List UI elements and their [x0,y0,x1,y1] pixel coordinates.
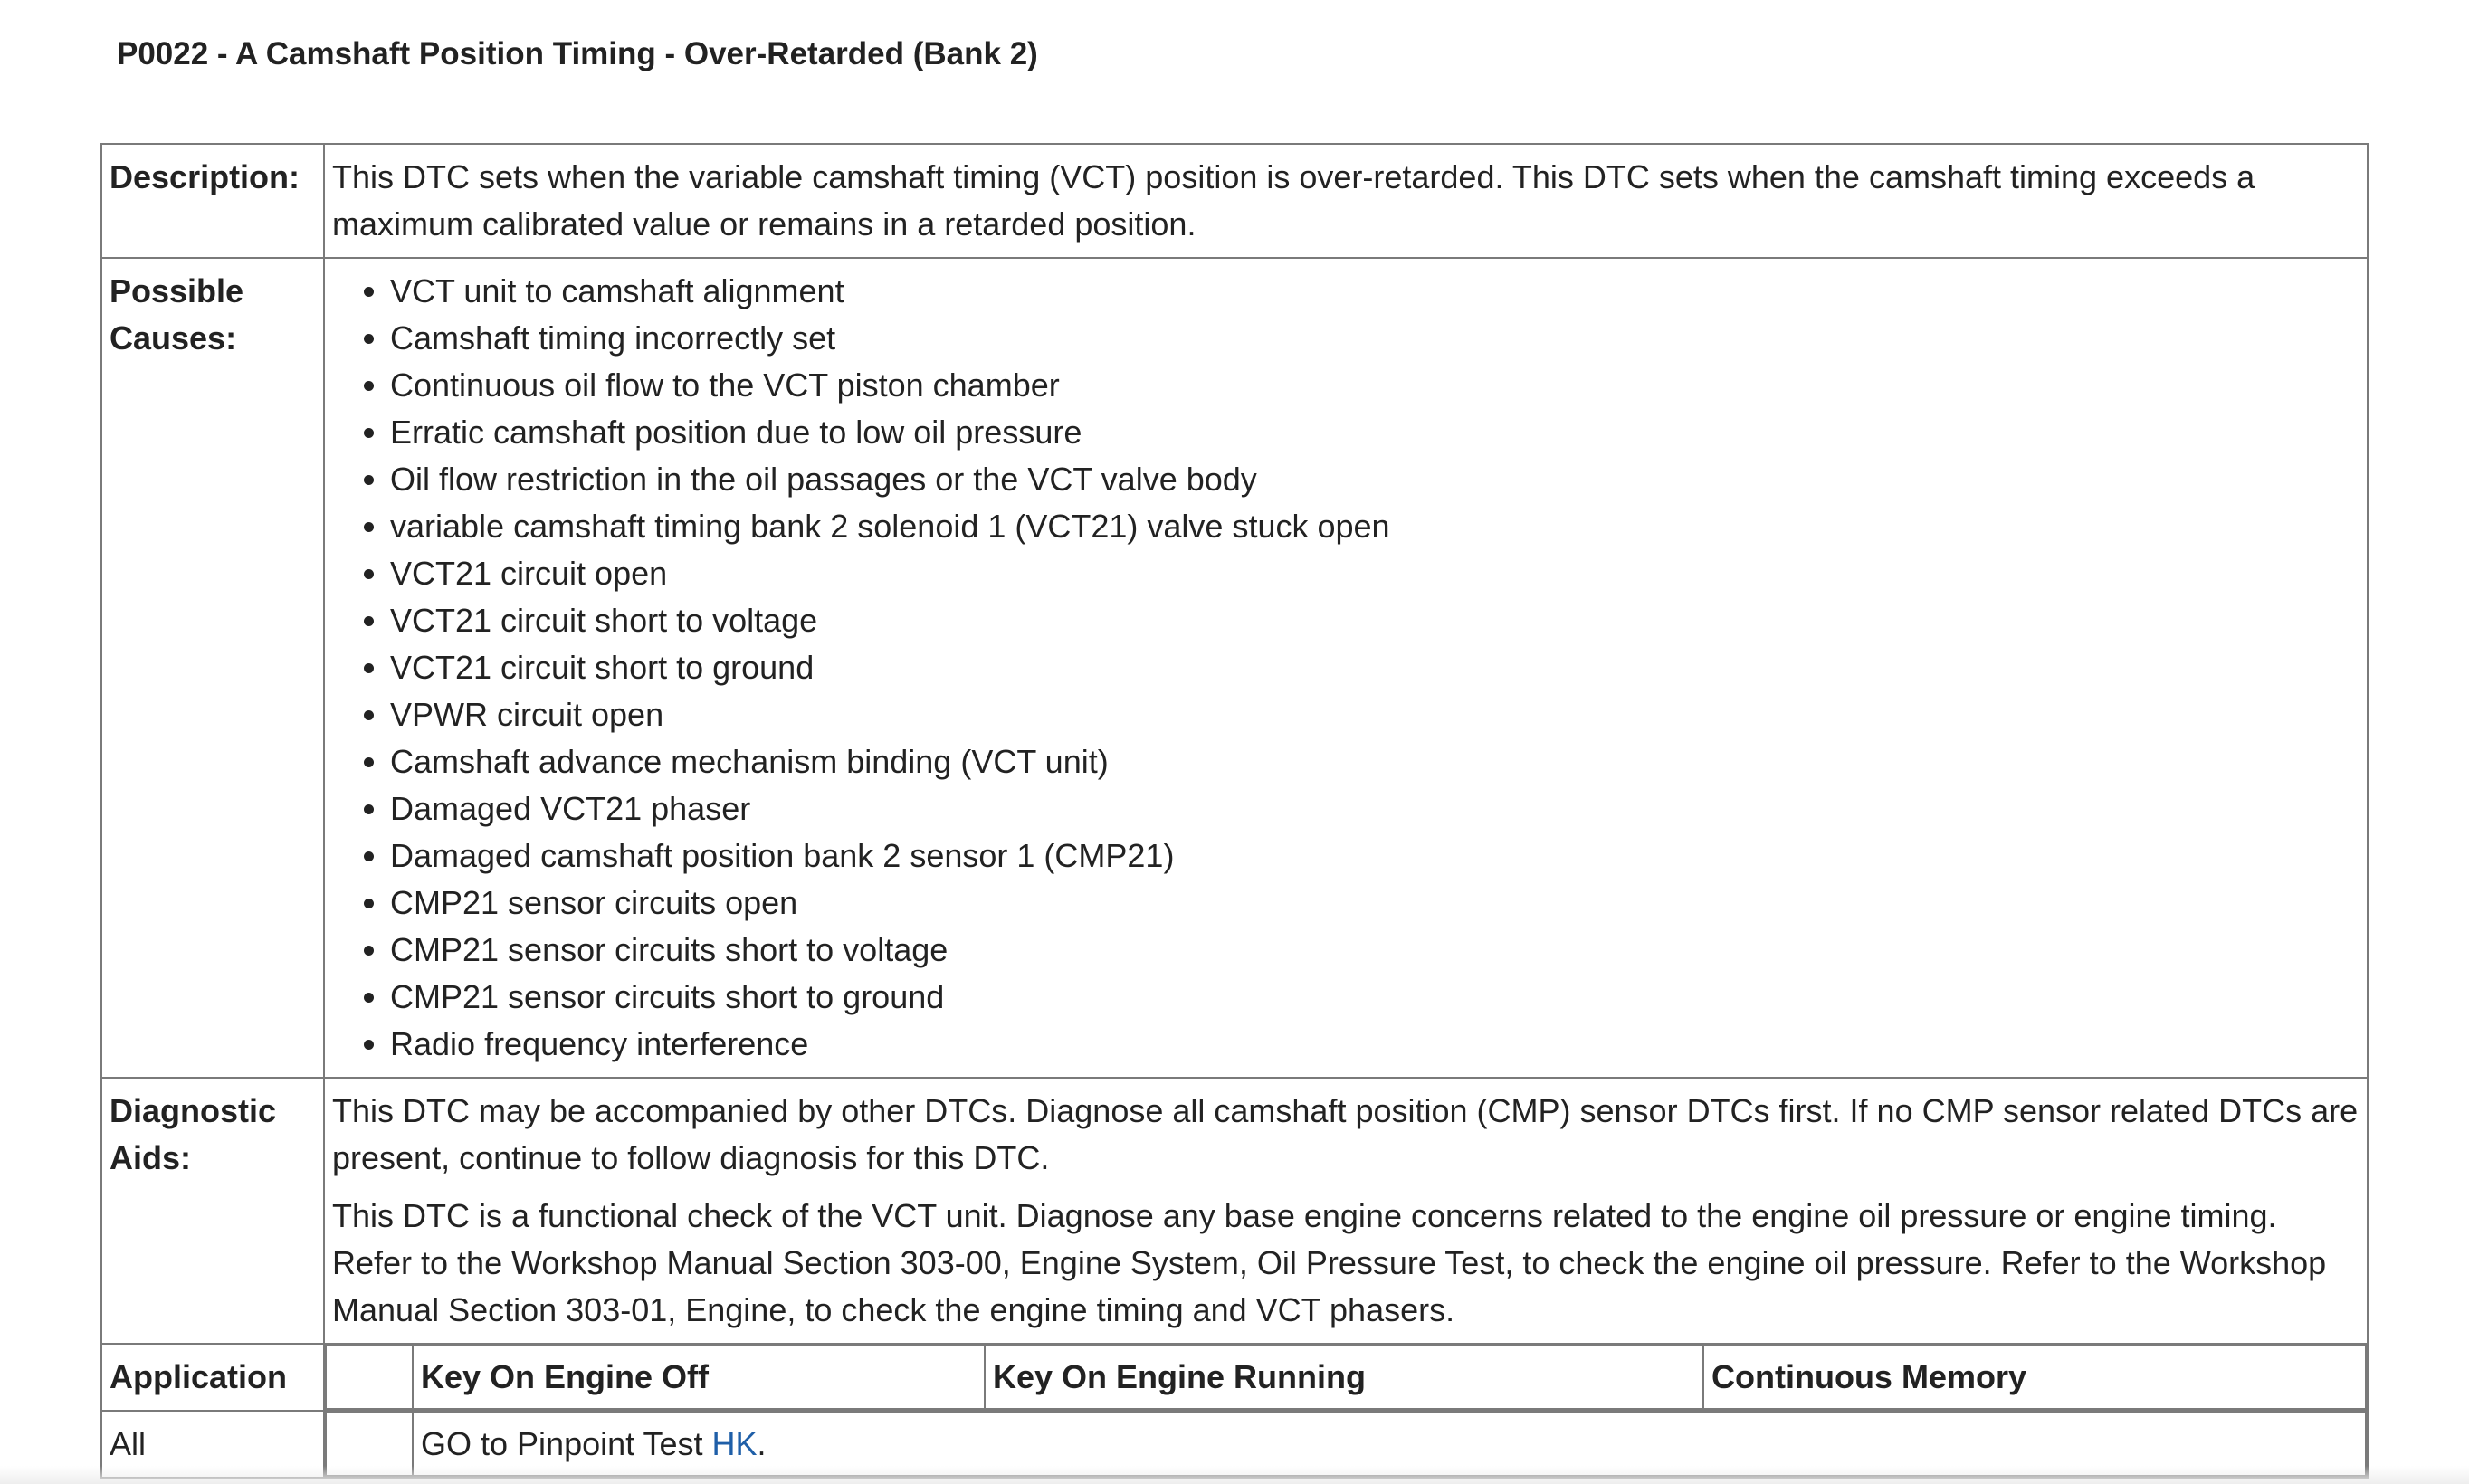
application-spacer-cell [326,1346,413,1409]
diagnostic-aids-cell [324,1078,2368,1344]
possible-causes-label-line1: Possible [110,272,244,309]
cause-item: • CMP21 sensor circuits short to voltage [390,927,2359,974]
pinpoint-test-suffix: . [757,1425,767,1462]
diagnostic-aids-row [101,1078,2368,1344]
cause-item: • VCT21 circuit short to ground [390,644,2359,691]
cause-item: • CMP21 sensor circuits open [390,880,2359,927]
application-header-row [101,1344,2368,1411]
col-header-koer: Key On Engine Running [985,1346,1703,1409]
col-header-continuous-memory: Continuous Memory [1703,1346,2366,1409]
application-header: Application [101,1344,324,1411]
cause-item: • Radio frequency interference [390,1021,2359,1068]
possible-causes-label-line2: Causes: [110,319,237,357]
cause-item: • Continuous oil flow to the VCT piston chamber [390,362,2359,409]
description-label: Description: [101,144,324,258]
possible-causes-cell [324,258,2368,1078]
description-row [101,144,2368,258]
application-header-table [325,1345,2367,1410]
cause-item: • VPWR circuit open [390,691,2359,738]
diagnostic-aids-label-line2: Aids: [110,1139,191,1176]
pinpoint-test-link[interactable]: HK [711,1425,758,1462]
cause-item: • VCT21 circuit open [390,550,2359,597]
col-header-koeo: Key On Engine Off [413,1346,985,1409]
application-row-label: All [101,1411,324,1478]
bottom-fade [0,1466,2469,1484]
diagnostic-aids-paragraph-2: This DTC is a functional check of the VCT unit. Diagnose any base engine concerns related to the engine oil pressure or engine timing. Refer to the Workshop Manual Section 303-00, Engine System, Oil Pressure Test, to check the engine oil pressure. Refer to the Workshop Manual Section 303-01, Engine, to check the engine timing and VCT phasers. [332,1197,2327,1328]
page-title: P0022 - A Camshaft Position Timing - Over-Retarded (Bank 2) [117,36,1038,71]
diagnostic-aids-paragraph-1: This DTC may be accompanied by other DTCs. Diagnose all camshaft position (CMP) sensor DTCs first. If no CMP sensor related DTCs are present, continue to follow diagnosis for this DTC. [332,1092,2359,1176]
possible-causes-label [101,258,324,1078]
dtc-info-table [100,143,2369,1479]
description-text: This DTC sets when the variable camshaft timing (VCT) position is over-retarded. This DTC sets when the camshaft timing exceeds a maximum calibrated value or remains in a retarded position. [324,144,2368,258]
diagnostic-aids-label-line1: Diagnostic [110,1092,277,1129]
cause-item: • Camshaft advance mechanism binding (VCT unit) [390,738,2359,785]
diagnostic-aids-label [101,1078,324,1344]
pinpoint-test-text: GO to Pinpoint Test [421,1425,703,1462]
possible-causes-row [101,258,2368,1078]
cause-item: • VCT unit to camshaft alignment [390,268,2359,315]
cause-item: • VCT21 circuit short to voltage [390,597,2359,644]
cause-item: • CMP21 sensor circuits short to ground [390,974,2359,1021]
application-header-cells [324,1344,2368,1411]
cause-item: • Oil flow restriction in the oil passages or the VCT valve body [390,456,2359,503]
cause-item: • Damaged camshaft position bank 2 sensor 1 (CMP21) [390,832,2359,880]
cause-item: • variable camshaft timing bank 2 solenoid 1 (VCT21) valve stuck open [390,503,2359,550]
possible-causes-list [332,268,2359,1068]
cause-item: • Damaged VCT21 phaser [390,785,2359,832]
cause-item: • Camshaft timing incorrectly set [390,315,2359,362]
cause-item: • Erratic camshaft position due to low oil pressure [390,409,2359,456]
